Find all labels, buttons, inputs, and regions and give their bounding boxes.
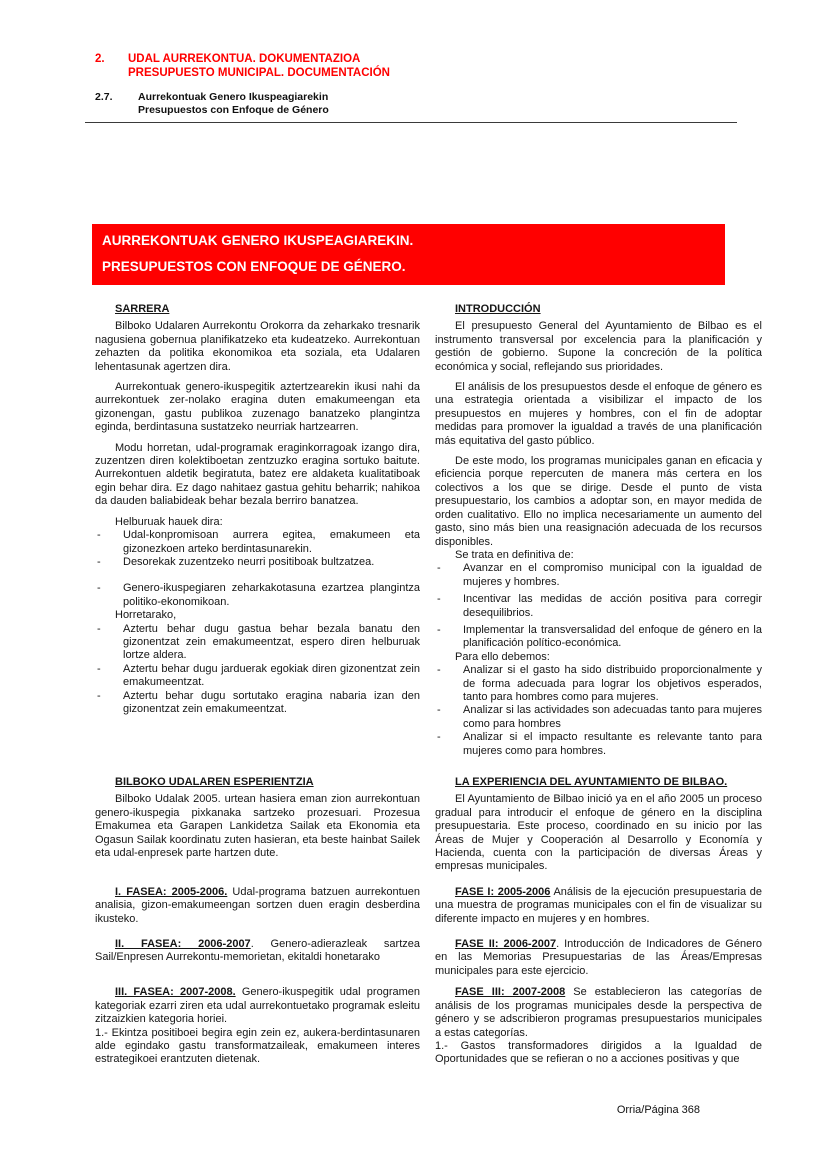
heading-introduccion: INTRODUCCIÓN <box>455 303 541 315</box>
paragraph: Modu horretan, udal-programak eraginkorragoak izango dira, zuzentzen diren kolektiboetan zentzuzko eragina sortuko baitute. Aurrekontuen aldetik begiratuta, batez ere aldaketa kualitatiboak egin behar dira. Ez dago nahitaez gastua gehitu beharrik; nahikoa da dauden baliabideak behar bezala berriro banatzea. <box>95 441 420 508</box>
fase-label: III. FASEA: 2007-2008. <box>115 986 236 999</box>
list-item <box>435 664 762 704</box>
list-item <box>435 562 762 589</box>
paragraph-fase <box>435 986 762 1040</box>
fase-text: Se establecieron las categorías de análisis de los programas municipales desde la perspectiva de género y se adscribieron programas presupuestarios municipales a estas categorías. <box>435 986 762 1039</box>
banner-title-eu: AURREKONTUAK GENERO IKUSPEAGIAREKIN. <box>102 233 414 248</box>
section-title-eu: UDAL AURREKONTUA. DOKUMENTAZIOA <box>128 53 361 65</box>
fase-label: FASE I: 2005-2006 <box>455 885 551 898</box>
list-dash: - <box>437 623 441 636</box>
left-column-experience <box>95 776 420 860</box>
list-item <box>435 704 762 731</box>
row-fase-2 <box>95 938 762 978</box>
row-fase-3 <box>95 986 762 1066</box>
heading-experiencia: LA EXPERIENCIA DEL AYUNTAMIENTO DE BILBAO. <box>455 776 728 788</box>
list-item-text: Incentivar las medidas de acción positiva para corregir desequilibrios. <box>463 593 762 619</box>
section-number: 2. <box>95 53 105 65</box>
list-item-text: Analizar si las actividades son adecuadas tanto para mujeres como para hombres <box>463 704 762 730</box>
list-item-text: Aztertu behar dugu sortutako eragina nabaria izan den gizonentzat zein emakumeentzat. <box>123 689 420 715</box>
paragraph-fase <box>95 938 420 965</box>
right-column-intro <box>435 303 762 758</box>
left-fase-3 <box>95 986 420 1066</box>
list-item-text: Avanzar en el compromiso municipal con la igualdad de mujeres y hombres. <box>463 562 762 588</box>
section-heading <box>95 52 390 80</box>
paragraph: De este modo, los programas municipales ganan en eficacia y eficiencia porque repercuten de manera más certera en los colectivos a los que se dirige. Desde el punto de vista presupuestario, los cambios a adoptar son, en mayor medida de orden cualitativo. Ello no implica necesariamente un aumento del gasto, sino más bien una reasignación adecuada de los recursos disponibles. <box>435 455 762 548</box>
list-dash: - <box>437 664 441 677</box>
heading-sarrera: SARRERA <box>115 303 170 315</box>
heading-esperientzia: BILBOKO UDALAREN ESPERIENTZIA <box>115 776 314 788</box>
list-item <box>95 529 420 556</box>
list-dash: - <box>97 662 101 675</box>
row-fase-1 <box>95 886 762 926</box>
section-title-es: PRESUPUESTO MUNICIPAL. DOCUMENTACIÓN <box>128 67 390 79</box>
fase-text: . Genero-adierazleak sartzea Sail/Enpresen Aurrekontu-memorietan, ekitaldi honetarako <box>95 938 420 964</box>
paragraph-numbered-item: 1.- Gastos transformadores dirigidos a la Igualdad de Oportunidades que se refieran o no a acciones positivas y que <box>435 1039 762 1066</box>
list-item-text: Analizar si el impacto resultante es relevante tanto para mujeres como para hombres. <box>463 731 762 757</box>
list-dash: - <box>437 562 441 575</box>
banner-title-es: PRESUPUESTOS CON ENFOQUE DE GÉNERO. <box>102 259 406 274</box>
list-item-text: Aztertu behar dugu jarduerak egokiak diren gizonentzat zein emakumeentzat. <box>123 662 420 689</box>
paragraph: Bilboko Udalak 2005. urtean hasiera eman zion aurrekontuan genero-ikuspegia pixkanaka sartzeko prozesuari. Prozesua Emakumea eta Garapen Lankidetza Sailak eta Ekonomia eta Ogasun Sailak koordinatu zuten hasieran, eta beste hainbat Sailek eta udal-enpresek parte hartzen dute. <box>95 793 420 860</box>
right-fase-1 <box>435 886 762 926</box>
section-title <box>128 52 390 80</box>
list-item <box>435 593 762 620</box>
paragraph: Aurrekontuak genero-ikuspegitik aztertzearekin ikusi nahi da aurrekontuek zer-nolako eragina duten emakumeengan eta gizonengan, gastu publikoa zuzenago banatzeko plangintza eginda, berdintasuna sustatzeko neurriak hartzearren. <box>95 381 420 434</box>
list-item-text: Analizar si el gasto ha sido distribuido proporcionalmente y de forma adecuada para lograr los objetivos esperados, tanto para hombres como para mujeres. <box>463 664 762 703</box>
fase-label: II. FASEA: 2006-2007 <box>115 938 251 951</box>
list-item-text: Genero-ikuspegiaren zeharkakotasuna ezartzea plangintza politiko-ekonomikoan. <box>123 582 420 608</box>
fase-text: Genero-ikuspegitik udal programen kategoriak ezarri ziren eta udal aurrekontuetako programak esleitu zitzaizkien kategoria horiei. <box>95 986 420 1026</box>
list-dash: - <box>97 689 101 702</box>
content-columns <box>95 303 762 1067</box>
left-fase-1 <box>95 886 420 926</box>
list-intro: Helburuak hauek dira: <box>115 515 223 528</box>
section-banner <box>92 224 725 285</box>
fase-text: . Introducción de Indicadores de Género en las Memorias Presupuestarias de las Áreas/Empresas municipales para este ejercicio. <box>435 938 762 977</box>
right-fase-2 <box>435 938 762 978</box>
doc-header <box>95 52 390 116</box>
list-item <box>95 556 420 569</box>
fase-label: I. FASEA: 2005-2006. <box>115 885 228 898</box>
subsection-number: 2.7. <box>95 91 113 103</box>
fase-text: Udal-programa batzuen aurrekontuen analisia, gizon-emakumeengan sortzen duen eragin desberdina ikusteko. <box>95 885 420 925</box>
list-item <box>95 690 420 717</box>
list-dash: - <box>437 731 441 744</box>
fase-label: FASE II: 2006-2007 <box>455 938 557 951</box>
list-item-text: Aztertu behar dugu gastua behar bezala banatu den gizonentzat zein emakumeentzat, espero diren helburuak lortze aldera. <box>123 622 420 662</box>
list-item <box>95 582 420 609</box>
list-item-text: Desorekak zuzentzeko neurri positiboak bultzatzea. <box>123 555 375 568</box>
left-fase-2 <box>95 938 420 965</box>
paragraph-fase <box>435 886 762 926</box>
list-intro: Horretarako, <box>115 609 177 622</box>
paragraph: El análisis de los presupuestos desde el enfoque de género es una estrategia orientada a visibilizar el impacto de los presupuestos en mujeres y hombres, con el fin de adoptar medidas para promover la igualdad a través de una planificación más equitativa del gasto público. <box>435 381 762 447</box>
list-item <box>95 663 420 690</box>
list-intro: Para ello debemos: <box>455 650 550 663</box>
list-dash: - <box>97 582 101 595</box>
subsection-title <box>138 91 329 116</box>
page-number: Orria/Página 368 <box>616 1104 700 1116</box>
subsection-title-eu: Aurrekontuak Genero Ikuspeagiarekin <box>138 91 329 103</box>
list-item <box>435 624 762 651</box>
list-item-text: Udal-konpromisoan aurrera egitea, emakumeen eta gizonezkoen arteko berdintasunarekin. <box>123 529 420 555</box>
list-intro: Se trata en definitiva de: <box>455 548 574 561</box>
list-dash: - <box>437 704 441 717</box>
list-item <box>95 623 420 663</box>
paragraph-fase <box>95 986 420 1026</box>
list-dash: - <box>437 593 441 606</box>
subsection-title-es: Presupuestos con Enfoque de Género <box>138 103 329 116</box>
list-item <box>435 731 762 758</box>
list-dash: - <box>97 622 101 635</box>
right-fase-3 <box>435 986 762 1066</box>
list-dash: - <box>97 555 101 568</box>
paragraph-fase <box>95 886 420 926</box>
header-divider <box>85 122 737 123</box>
paragraph: Bilboko Udalaren Aurrekontu Orokorra da zeharkako tresnarik nagusiena gobernua planifikatzeko eta kudeatzeko. Aurrekontuan zehazten da politika ekonomikoa eta soziala, eta Udalaren lehentasunak agertzen dira. <box>95 320 420 373</box>
fase-label: FASE III: 2007-2008 <box>455 986 566 999</box>
row-experience <box>95 776 762 874</box>
row-intro <box>95 303 762 758</box>
paragraph: El presupuesto General del Ayuntamiento de Bilbao es el instrumento transversal por excelencia para la planificación y gestión de gobierno. Supone la concreción de la política económica y social, reflejando sus prioridades. <box>435 320 762 373</box>
paragraph-fase <box>435 938 762 978</box>
left-column-intro <box>95 303 420 716</box>
right-column-experience <box>435 776 762 874</box>
paragraph-numbered-item: 1.- Ekintza positiboei begira egin zein ez, aukera-berdintasunaren alde egindako gastu transformatzaileak, emakumeen interes estrategikoei erantzuten dietenak. <box>95 1026 420 1066</box>
paragraph: El Ayuntamiento de Bilbao inició ya en el año 2005 un proceso gradual para introducir el enfoque de género en la disciplina presupuestaria. Este proceso, coordinado en su inicio por las Áreas de Mujer y Cooperación al Desarrollo y Economía y Hacienda, cuenta con la participación de diversas Áreas y empresas municipales. <box>435 793 762 873</box>
list-dash: - <box>97 529 101 542</box>
list-item-text: Implementar la transversalidad del enfoque de género en la planificación político-económica. <box>463 623 762 650</box>
fase-text: Análisis de la ejecución presupuestaria de una muestra de programas municipales con el fin de visualizar su diferente impacto en mujeres y en hombres. <box>435 885 762 925</box>
subsection-heading <box>95 91 390 116</box>
